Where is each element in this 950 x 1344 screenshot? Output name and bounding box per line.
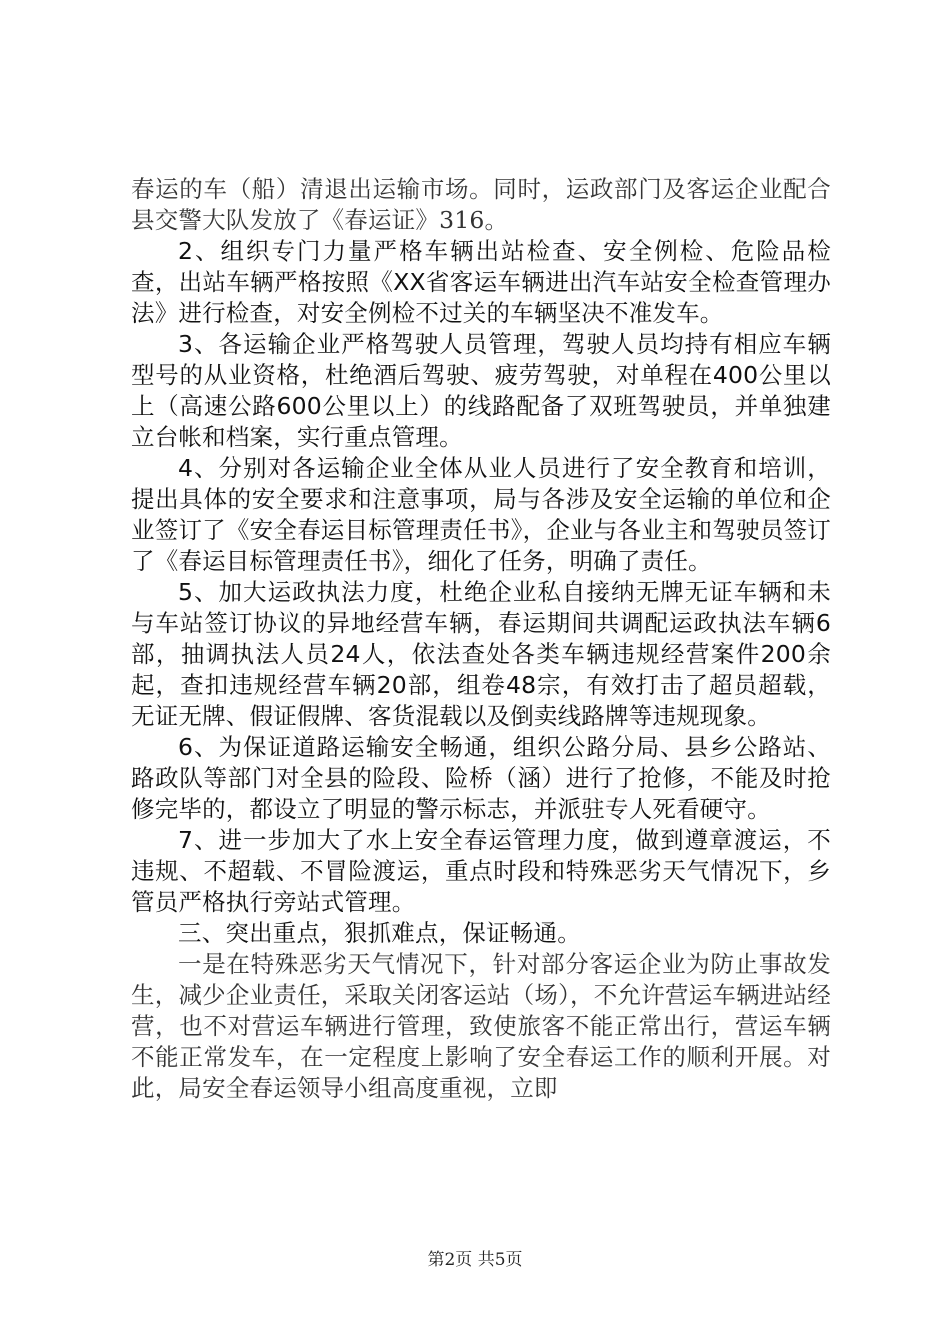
section-heading-3: 三、突出重点，狠抓难点，保证畅通。 bbox=[178, 919, 581, 947]
paragraph-item-2: 2、组织专门力量严格车辆出站检查、安全例检、危险品检查，出站车辆严格按照《XX省客运车辆进出汽车站安全检查管理办法》进行检查，对安全例检不过关的车辆坚决不准发车。 bbox=[131, 237, 831, 327]
document-body bbox=[131, 174, 831, 1104]
paragraph-point-1: 一是在特殊恶劣天气情况下，针对部分客运企业为防止事故发生，减少企业责任，采取关闭客运站（场），不允许营运车辆进站经营，也不对营运车辆进行管理，致使旅客不能正常出行，营运车辆不能正常发车，在一定程度上影响了安全春运工作的顺利开展。对此，局安全春运领导小组高度重视，立即 bbox=[131, 950, 831, 1102]
page-number-footer: 第2页 共5页 bbox=[427, 1250, 523, 1270]
paragraph-item-4: 4、分别对各运输企业全体从业人员进行了安全教育和培训，提出具体的安全要求和注意事项，局与各涉及安全运输的单位和企业签订了《安全春运目标管理责任书》，企业与各业主和驾驶员签订了《春运目标管理责任书》，细化了任务，明确了责任。 bbox=[131, 454, 831, 575]
paragraph-continuation: 春运的车（船）清退出运输市场。同时，运政部门及客运企业配合县交警大队发放了《春运证》316。 bbox=[131, 175, 831, 234]
paragraph-item-5: 5、加大运政执法力度，杜绝企业私自接纳无牌无证车辆和未与车站签订协议的异地经营车辆，春运期间共调配运政执法车辆6部，抽调执法人员24人，依法查处各类车辆违规经营案件200余起，查扣违规经营车辆20部，组卷48宗，有效打击了超员超载，无证无牌、假证假牌、客货混载以及倒卖线路牌等违规现象。 bbox=[131, 578, 831, 730]
paragraph-item-7: 7、进一步加大了水上安全春运管理力度，做到遵章渡运，不违规、不超载、不冒险渡运，重点时段和特殊恶劣天气情况下，乡管员严格执行旁站式管理。 bbox=[131, 826, 831, 916]
paragraph-item-3: 3、各运输企业严格驾驶人员管理，驾驶人员均持有相应车辆型号的从业资格，杜绝酒后驾驶、疲劳驾驶，对单程在400公里以上（高速公路600公里以上）的线路配备了双班驾驶员，并单独建立台帐和档案，实行重点管理。 bbox=[131, 330, 831, 451]
paragraph-item-6: 6、为保证道路运输安全畅通，组织公路分局、县乡公路站、路政队等部门对全县的险段、险桥（涵）进行了抢修，不能及时抢修完毕的，都设立了明显的警示标志，并派驻专人死看硬守。 bbox=[131, 733, 831, 823]
